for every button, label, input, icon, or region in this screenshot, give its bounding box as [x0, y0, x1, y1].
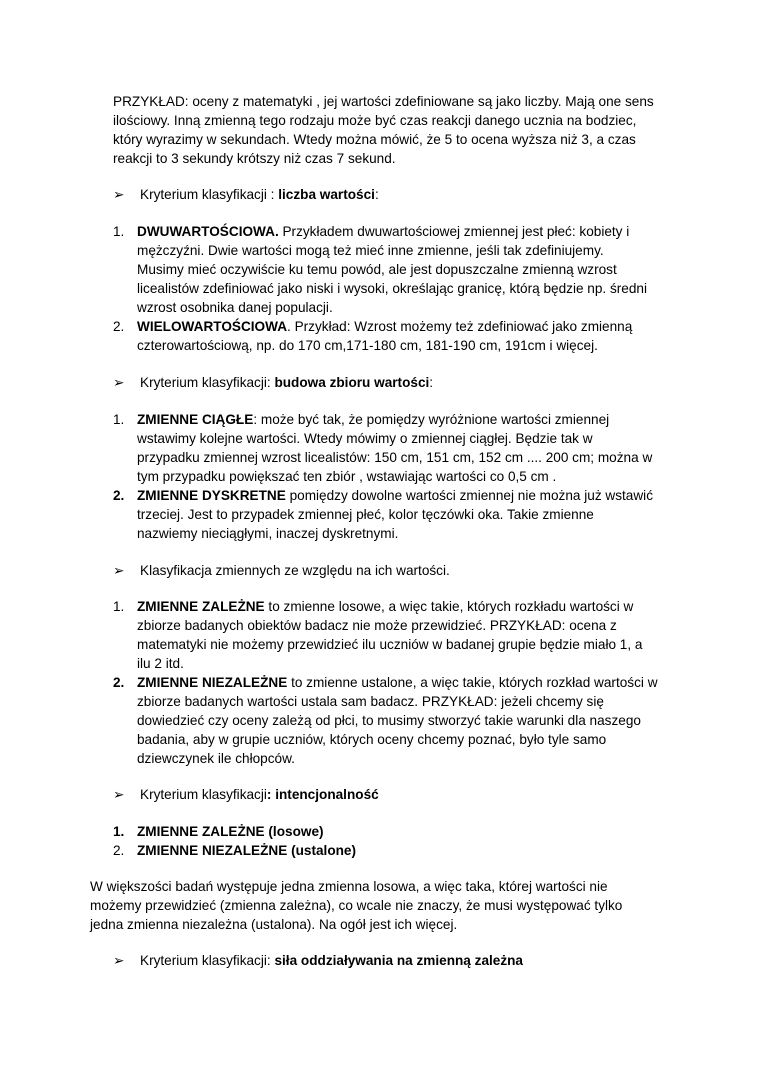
list-item-line: licealistów zdefiniować jako niski i wysoki, określając granicę, którą będzie np. średni — [137, 281, 647, 296]
list-item-line: czterowartościową, np. do 170 cm,171-180 cm, 181-190 cm, 191cm i więcej. — [137, 338, 598, 353]
arrow-bullet-icon: ➢ — [113, 563, 125, 578]
arrow-bullet-icon: ➢ — [113, 787, 125, 802]
list-item-line: Musimy mieć oczywiście ku temu powód, ale jest dopuszczalne zmienną wzrost — [137, 262, 617, 277]
list-item-line: ZMIENNE NIEZALEŻNE (ustalone) — [137, 843, 357, 858]
list-number: 2. — [113, 843, 125, 858]
summary-line: W większości badań występuje jedna zmienna losowa, a więc taka, której wartości nie — [90, 879, 608, 894]
intro-line: reakcji to 3 sekundy krótszy niż czas 7 sekund. — [113, 151, 396, 166]
list-item-line: dziewczynek ile chłopców. — [137, 751, 295, 766]
list-item-line: zbiorze badanych obiektów badacz nie może przewidzieć. PRZYKŁAD: ocena z — [137, 618, 617, 633]
criterion-heading: Kryterium klasyfikacji: intencjonalność — [140, 787, 379, 802]
list-item-line: ilu 2 itd. — [137, 656, 184, 671]
list-item-line: zbiorze badanych wartości ustala sam badacz. PRZYKŁAD: jeżeli chcemy się — [137, 694, 604, 709]
list-item-line: ZMIENNE ZALEŻNE to zmienne losowe, a więc takie, których rozkładu wartości w — [137, 599, 634, 614]
criterion-heading: Kryterium klasyfikacji : liczba wartości: — [140, 187, 379, 202]
list-item-line: matematyki nie możemy przewidzieć ilu uczniów w badanej grupie będzie miało 1, a — [137, 637, 643, 652]
list-number: 1. — [113, 224, 125, 239]
criterion-heading: Kryterium klasyfikacji: budowa zbioru wartości: — [140, 375, 434, 390]
criterion-heading: Klasyfikacja zmiennych ze względu na ich wartości. — [140, 563, 450, 578]
list-item-line: ZMIENNE DYSKRETNE pomiędzy dowolne wartości zmiennej nie można już wstawić — [137, 488, 653, 503]
list-item-line: badania, aby w grupie uczniów, których oceny chcemy poznać, było tyle samo — [137, 732, 607, 747]
list-item-line: nazwiemy nieciągłymi, inaczej dyskretnymi. — [137, 526, 399, 541]
summary-line: jedna zmienna niezależna (ustalona). Na ogół jest ich więcej. — [90, 917, 458, 932]
criterion-heading: Kryterium klasyfikacji: siła oddziaływania na zmienną zależna — [140, 953, 523, 968]
list-item-line: tym przypadku powiększać ten zbiór , wstawiając wartości co 0,5 cm . — [137, 469, 557, 484]
intro-line: ilościowy. Inną zmienną tego rodzaju może być czas reakcji danego ucznia na bodziec, — [113, 113, 637, 128]
summary-line: możemy przewidzieć (zmienna zależna), co wcale nie znaczy, że musi występować tylko — [90, 898, 623, 913]
list-number: 1. — [113, 599, 125, 614]
list-item-line: ZMIENNE NIEZALEŻNE to zmienne ustalone, a więc takie, których rozkład wartości w — [137, 675, 658, 690]
list-item-line: wstawimy kolejne wartości. Wtedy mówimy o zmiennej ciągłej. Będzie tak w — [137, 431, 593, 446]
arrow-bullet-icon: ➢ — [113, 187, 125, 202]
list-number: 1. — [113, 824, 125, 839]
list-item-line: WIELOWARTOŚCIOWA. Przykład: Wzrost możemy też zdefiniować jako zmienną — [137, 319, 633, 334]
list-item-line: ZMIENNE CIĄGŁE: może być tak, że pomiędzy wyróżnione wartości zmiennej — [137, 412, 610, 427]
arrow-bullet-icon: ➢ — [113, 953, 125, 968]
list-item-line: wzrost osobnika danej populacji. — [137, 300, 333, 315]
list-item-line: trzeciej. Jest to przypadek zmiennej płeć, kolor tęczówki oka. Takie zmienne — [137, 507, 594, 522]
list-number: 2. — [113, 488, 125, 503]
list-item-line: ZMIENNE ZALEŻNE (losowe) — [137, 824, 324, 839]
arrow-bullet-icon: ➢ — [113, 375, 125, 390]
list-item-line: DWUWARTOŚCIOWA. Przykładem dwuwartościowej zmiennej jest płeć: kobiety i — [137, 224, 630, 239]
intro-line: który wyrazimy w sekundach. Wtedy można mówić, że 5 to ocena wyższa niż 3, a czas — [113, 132, 636, 147]
list-item-line: mężczyźni. Dwie wartości mogą też mieć inne zmienne, jeśli tak zdefiniujemy. — [137, 243, 604, 258]
list-number: 2. — [113, 675, 125, 690]
intro-line: PRZYKŁAD: oceny z matematyki , jej wartości zdefiniowane są jako liczby. Mają one sens — [113, 94, 654, 109]
list-number: 1. — [113, 412, 125, 427]
list-item-line: dowiedzieć czy oceny zależą od płci, to musimy stworzyć takie warunki dla naszego — [137, 713, 641, 728]
list-number: 2. — [113, 319, 125, 334]
list-item-line: przypadku zmiennej wzrost licealistów: 150 cm, 151 cm, 152 cm .... 200 cm; można w — [137, 450, 653, 465]
